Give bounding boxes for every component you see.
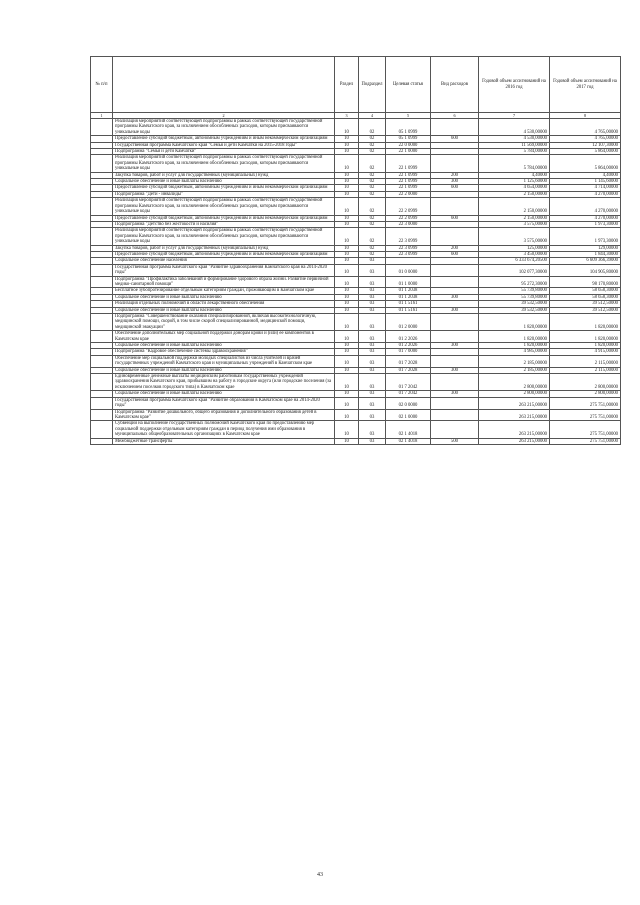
row-razdel-cell: 10 [335,149,359,155]
table-row [91,314,621,331]
row-2016-cell: 5 784,00000 [479,155,550,172]
row-number-cell [91,421,113,438]
row-2017-cell: 275 751,00000 [550,438,621,444]
row-2016-cell: 2 150,00000 [479,198,550,215]
row-name-cell: Подпрограмма "Профилактика заболеваний и формирование здорового образа жизни. Развитие первичной медико-санитарной помощи" [113,276,335,288]
row-2017-cell: 2 800,00000 [550,374,621,391]
row-razdel-cell: 10 [335,276,359,288]
row-statya-cell: 02 1 0000 [386,409,431,421]
row-podrazdel-cell: 02 [359,191,386,197]
row-number-cell [91,276,113,288]
row-name-cell: Государственная программа Камчатского края "Семья и дети Камчатки на 2015-2018 годы" [113,142,335,148]
row-2017-cell: 129,00000 [550,245,621,251]
col-header-razdel: Раздел [335,57,359,113]
row-number-cell [91,264,113,276]
row-2016-cell: 263 215,00000 [479,409,550,421]
row-name-cell: Межбюджетные трансферты [113,438,335,444]
col-header-number: № п/п [91,57,113,113]
row-statya-cell: 01 7 2028 [386,367,431,373]
row-razdel-cell: 10 [335,343,359,349]
row-statya-cell: 22 2 0000 [386,191,431,197]
row-statya-cell: 22 1 0999 [386,179,431,185]
row-2016-cell: 39 532,50000 [479,307,550,313]
row-2017-cell: 4 714,00000 [550,185,621,191]
row-2017-cell: 1 820,00000 [550,343,621,349]
row-2016-cell: 6 333 674,20500 [479,258,550,264]
row-razdel-cell: 10 [335,136,359,142]
col-header-podrazdel: Подраздел [359,57,386,113]
row-2017-cell: 39 512,50000 [550,301,621,307]
row-number-cell [91,397,113,409]
row-2016-cell: 55 739,80000 [479,288,550,294]
row-statya-cell: 02 0 0000 [386,397,431,409]
row-statya-cell: 22 3 0999 [386,228,431,245]
row-name-cell: Подпрограмма "Совершенствование оказания специализированной, включая высокотехнологичную, медицинской помощи, скорой, в том числе скорой специализированной, медицинской помощи, медицинской эвакуации" [113,314,335,331]
row-podrazdel-cell: 03 [359,301,386,307]
row-2016-cell: 102 077,30000 [479,264,550,276]
table-row [91,155,621,172]
row-statya-cell: 01 2 0000 [386,314,431,331]
row-2016-cell: 4 530,00000 [479,136,550,142]
row-statya-cell: 22 1 0000 [386,149,431,155]
row-2016-cell: 5 784,00000 [479,149,550,155]
table-row [91,438,621,444]
row-name-cell: Подпрограмма "Дети - инвалиды" [113,191,335,197]
table-row [91,119,621,136]
row-2017-cell: 4 270,00000 [550,215,621,221]
row-podrazdel-cell: 02 [359,149,386,155]
row-statya-cell: 01 7 2042 [386,374,431,391]
row-name-cell: Реализация мероприятий соответствующей подпрограммы в рамках соответствующей государственной программы Камчатского края, за исключением обособленных расходов, которым присваиваются уникальные коды [113,198,335,215]
row-vid-cell: 300 [431,391,479,397]
row-statya-cell: 01 7 2028 [386,355,431,367]
row-vid-cell [431,374,479,391]
row-razdel-cell: 10 [335,228,359,245]
row-statya-cell: 22 1 0999 [386,155,431,172]
row-vid-cell [431,264,479,276]
row-razdel-cell: 10 [335,355,359,367]
row-2017-cell: 4 765,00000 [550,136,621,142]
row-statya-cell: 01 1 5161 [386,307,431,313]
row-2016-cell: 263 215,00000 [479,438,550,444]
row-2016-cell: 95 272,30000 [479,276,550,288]
row-name-cell: Государственная программа Камчатского края "Развитие здравоохранения Камчатского края на 2014-2020 годы" [113,264,335,276]
row-statya-cell: 01 7 2042 [386,391,431,397]
row-razdel-cell: 10 [335,185,359,191]
row-statya-cell: 01 7 0000 [386,349,431,355]
row-podrazdel-cell: 02 [359,185,386,191]
row-razdel-cell: 10 [335,264,359,276]
row-2017-cell: 2 115,00000 [550,355,621,367]
row-vid-cell [431,397,479,409]
row-vid-cell: 200 [431,172,479,178]
row-razdel-cell: 10 [335,179,359,185]
row-podrazdel-cell: 03 [359,438,386,444]
table-row [91,421,621,438]
row-name-cell: Предоставление субсидий бюджетным, автономным учреждениям и иным некоммерческим организациям [113,185,335,191]
row-2017-cell: 2 115,00000 [550,367,621,373]
row-name-cell: Обеспечение дополнительных мер социальной поддержки донорам крови и (или) ее компонентов в Камчатском крае [113,331,335,343]
row-name-cell: Закупка товаров, работ и услуг для государственных (муниципальных) нужд [113,172,335,178]
row-podrazdel-cell: 03 [359,294,386,300]
row-2016-cell: 1 820,00000 [479,314,550,331]
row-vid-cell [431,276,479,288]
row-razdel-cell: 10 [335,215,359,221]
row-podrazdel-cell: 03 [359,343,386,349]
table-body [91,119,621,445]
row-statya-cell: 01 1 0000 [386,276,431,288]
row-statya-cell: 05 1 0999 [386,136,431,142]
row-podrazdel-cell: 03 [359,409,386,421]
row-name-cell: Реализация мероприятий соответствующей подпрограммы в рамках соответствующей государственной программы Камчатского края, за исключением обособленных расходов, которым присваиваются уникальные коды [113,155,335,172]
row-name-cell: Единовременные денежные выплаты медицинским работникам государственных учреждений здравоохранения Камчатского края, прибывшим на работу в городские округа (или городские поселения (за исключением поселков городского типа) в Камчатском крае [113,374,335,391]
row-vid-cell: 300 [431,343,479,349]
row-2016-cell: 2 800,00000 [479,374,550,391]
row-name-cell: Субвенции на выполнение государственных полномочий Камчатского края по предоставлению мер социальной поддержки отдельным категориям граждан в период получения ими образования в муниципальных общеобразовательных организациях в Камчатском крае [113,421,335,438]
row-podrazdel-cell: 02 [359,172,386,178]
col-header-name [113,57,335,113]
row-vid-cell: 300 [431,179,479,185]
row-podrazdel-cell: 03 [359,331,386,343]
row-name-cell: Социальное обеспечение населения [113,258,335,264]
table-row [91,409,621,421]
row-2016-cell: 263 215,00000 [479,421,550,438]
row-name-cell: Бесплатное зубопротезирование отдельным категориям граждан, проживающим в Камчатском крае [113,288,335,294]
row-razdel-cell: 10 [335,374,359,391]
row-podrazdel-cell: 03 [359,374,386,391]
row-name-cell: Подпрограмма "Детство без жестокости и насилия" [113,221,335,227]
row-2017-cell: 4 765,00000 [550,119,621,136]
budget-table [90,56,621,445]
row-2017-cell: 4 270,00000 [550,198,621,215]
row-vid-cell [431,409,479,421]
row-razdel-cell: 10 [335,198,359,215]
row-razdel-cell: 10 [335,294,359,300]
row-2017-cell: 98 170,80000 [550,276,621,288]
row-razdel-cell: 10 [335,155,359,172]
row-number-cell [91,331,113,343]
row-2017-cell: 12 107,30000 [550,142,621,148]
row-2017-cell: 5 864,00000 [550,155,621,172]
row-podrazdel-cell: 02 [359,245,386,251]
row-2016-cell: 2 150,00000 [479,191,550,197]
row-name-cell: Закупка товаров, работ и услуг для государственных (муниципальных) нужд [113,245,335,251]
row-vid-cell [431,421,479,438]
row-podrazdel-cell: 02 [359,228,386,245]
row-number-cell [91,374,113,391]
row-razdel-cell: 10 [335,331,359,343]
row-razdel-cell: 10 [335,301,359,307]
row-podrazdel-cell: 02 [359,251,386,257]
row-name-cell: Социальное обеспечение и иные выплаты населению [113,391,335,397]
row-vid-cell: 600 [431,251,479,257]
row-name-cell: Социальное обеспечение и иные выплаты населению [113,294,335,300]
row-2017-cell: 104 905,80000 [550,264,621,276]
row-vid-cell: 300 [431,367,479,373]
row-razdel-cell: 10 [335,258,359,264]
row-podrazdel-cell: 03 [359,258,386,264]
row-2016-cell: 3 575,00000 [479,221,550,227]
row-name-cell: Реализация мероприятий соответствующей подпрограммы в рамках соответствующей государственной программы Камчатского края, за исключением обособленных расходов, которым присваиваются уникальные коды [113,119,335,136]
row-2017-cell: 58 658,30000 [550,288,621,294]
row-vid-cell: 600 [431,215,479,221]
row-name-cell: Подпрограмма "Кадровое обеспечение системы здравоохранения" [113,349,335,355]
row-2016-cell: 125,00000 [479,245,550,251]
row-2017-cell: 275 751,00000 [550,409,621,421]
row-number-cell [91,409,113,421]
row-statya-cell: 22 0 0000 [386,142,431,148]
row-2017-cell: 275 751,00000 [550,421,621,438]
row-podrazdel-cell: 03 [359,421,386,438]
row-vid-cell: 300 [431,307,479,313]
row-podrazdel-cell: 02 [359,119,386,136]
row-statya-cell: 22 1 0999 [386,172,431,178]
row-statya-cell: 01 2 2026 [386,343,431,349]
table-header [91,57,621,113]
col-number: 2 [113,113,335,119]
row-2016-cell: 1 820,00000 [479,331,550,343]
row-podrazdel-cell: 02 [359,221,386,227]
row-name-cell: Предоставление субсидий бюджетным, автономным учреждениям и иным некоммерческим организациям [113,251,335,257]
row-number-cell [91,228,113,245]
row-vid-cell [431,228,479,245]
table-row [91,397,621,409]
row-name-cell: Реализация отдельных полномочий в области лекарственного обеспечения [113,301,335,307]
col-number: 6 [431,113,479,119]
row-razdel-cell: 10 [335,288,359,294]
row-2016-cell: 3 450,00000 [479,251,550,257]
row-razdel-cell: 10 [335,349,359,355]
row-name-cell: Социальное обеспечение и иные выплаты населению [113,343,335,349]
row-razdel-cell: 10 [335,142,359,148]
row-name-cell: Социальное обеспечение и иные выплаты населению [113,307,335,313]
row-2017-cell: 1 973,30000 [550,228,621,245]
col-number: 8 [550,113,621,119]
row-2016-cell: 4 985,00000 [479,349,550,355]
row-razdel-cell: 10 [335,391,359,397]
row-name-cell: Подпрограмма "Развитие дошкольного, общего образования и дополнительного образования детей в Камчатском крае" [113,409,335,421]
table-row [91,198,621,215]
row-statya-cell: 01 2 2026 [386,331,431,343]
row-podrazdel-cell: 03 [359,397,386,409]
row-2017-cell: 39 512,50000 [550,307,621,313]
row-number-cell [91,314,113,331]
row-name-cell: Социальное обеспечение и иные выплаты населению [113,367,335,373]
row-statya-cell: 05 1 0999 [386,119,431,136]
row-statya-cell: 22 2 0999 [386,198,431,215]
row-vid-cell [431,198,479,215]
row-podrazdel-cell: 03 [359,391,386,397]
row-razdel-cell: 10 [335,251,359,257]
row-2016-cell: 2 800,00000 [479,391,550,397]
row-razdel-cell: 10 [335,191,359,197]
row-statya-cell: 02 1 4018 [386,438,431,444]
row-2017-cell: 4,40000 [550,172,621,178]
row-2016-cell: 1 125,60000 [479,179,550,185]
row-2017-cell: 4 915,00000 [550,349,621,355]
table-row [91,228,621,245]
row-podrazdel-cell: 03 [359,314,386,331]
col-number: 5 [386,113,431,119]
row-razdel-cell: 10 [335,172,359,178]
row-2016-cell: 1 820,00000 [479,343,550,349]
row-podrazdel-cell: 02 [359,215,386,221]
row-2017-cell: 1 844,30000 [550,251,621,257]
row-name-cell: Социальное обеспечение и иные выплаты населению [113,179,335,185]
row-name-cell: Государственная программа Камчатского края "Развитие образования в Камчатском крае на 2014-2020 годы" [113,397,335,409]
row-statya-cell: 22 2 0999 [386,215,431,221]
col-header-vid: Вид расходов [431,57,479,113]
row-vid-cell [431,314,479,331]
row-razdel-cell: 10 [335,119,359,136]
row-razdel-cell: 10 [335,397,359,409]
row-podrazdel-cell: 03 [359,288,386,294]
row-name-cell: Предоставление субсидий бюджетным, автономным учреждениям и иным некоммерческим организациям [113,215,335,221]
row-number-cell [91,198,113,215]
row-2016-cell: 4,40000 [479,172,550,178]
row-razdel-cell: 10 [335,438,359,444]
row-podrazdel-cell: 02 [359,136,386,142]
row-vid-cell [431,155,479,172]
row-2017-cell: 275 751,00000 [550,397,621,409]
row-statya-cell: 01 1 2038 [386,294,431,300]
col-header-2017: Годовой объем ассигнований на 2017 год [550,57,621,113]
row-vid-cell [431,119,479,136]
row-2017-cell: 1 820,00000 [550,331,621,343]
row-podrazdel-cell: 03 [359,276,386,288]
row-2017-cell: 5 864,00000 [550,149,621,155]
row-name-cell: Обеспечение мер социальной поддержки молодых специалистов из числа учителей и врачей государственных учреждений Камчатского края и муниципальных учреждений в Камчатском крае [113,355,335,367]
row-2016-cell: 263 215,00000 [479,397,550,409]
row-2016-cell: 11 569,00000 [479,142,550,148]
row-vid-cell: 500 [431,438,479,444]
page-number: 43 [317,872,323,878]
col-header-2016: Годовой объем ассигнований на 2016 год [479,57,550,113]
row-name-cell: Реализация мероприятий соответствующей подпрограммы в рамках соответствующей государственной программы Камчатского края, за исключением обособленных расходов, которым присваиваются уникальные коды [113,228,335,245]
row-razdel-cell: 10 [335,367,359,373]
row-2017-cell: 1 973,30000 [550,221,621,227]
row-2016-cell: 4 530,00000 [479,119,550,136]
row-podrazdel-cell: 03 [359,367,386,373]
row-razdel-cell: 10 [335,421,359,438]
table-row [91,374,621,391]
row-vid-cell [431,331,479,343]
row-podrazdel-cell: 03 [359,355,386,367]
col-number: 4 [359,113,386,119]
row-podrazdel-cell: 03 [359,264,386,276]
row-podrazdel-cell: 02 [359,179,386,185]
row-podrazdel-cell: 03 [359,349,386,355]
row-vid-cell: 300 [431,294,479,300]
row-razdel-cell: 10 [335,307,359,313]
row-2016-cell: 39 532,50000 [479,301,550,307]
row-2016-cell: 2 150,00000 [479,215,550,221]
row-razdel-cell: 10 [335,314,359,331]
row-vid-cell [431,355,479,367]
row-podrazdel-cell: 03 [359,307,386,313]
row-number-cell [91,119,113,136]
row-2017-cell: 1 820,00000 [550,314,621,331]
row-2017-cell: 4 270,00000 [550,191,621,197]
row-statya-cell: 22 3 0999 [386,245,431,251]
row-statya-cell: 01 1 5161 [386,301,431,307]
table-row [91,331,621,343]
row-statya-cell: 22 3 0999 [386,251,431,257]
row-2017-cell: 2 800,00000 [550,391,621,397]
col-number: 1 [91,113,113,119]
row-vid-cell: 600 [431,136,479,142]
row-2017-cell: 6 609 366,39000 [550,258,621,264]
row-podrazdel-cell: 02 [359,198,386,215]
row-name-cell: Предоставление субсидий бюджетным, автономным учреждениям и иным некоммерческим организациям [113,136,335,142]
row-number-cell [91,438,113,444]
row-2016-cell: 55 739,80000 [479,294,550,300]
row-statya-cell: 01 0 0000 [386,264,431,276]
col-header-statya: Целевая статья [386,57,431,113]
row-vid-cell: 200 [431,245,479,251]
row-razdel-cell: 10 [335,221,359,227]
row-2016-cell: 4 654,00000 [479,185,550,191]
col-number: 3 [335,113,359,119]
row-podrazdel-cell: 02 [359,142,386,148]
table-row [91,264,621,276]
row-statya-cell: 22 1 0999 [386,185,431,191]
row-statya-cell: 02 1 4018 [386,421,431,438]
row-2017-cell: 58 658,30000 [550,294,621,300]
row-2016-cell: 2 185,00000 [479,355,550,367]
row-statya-cell: 22 3 0000 [386,221,431,227]
col-number: 7 [479,113,550,119]
table-row [91,276,621,288]
row-2016-cell: 3 575,00000 [479,228,550,245]
row-razdel-cell: 10 [335,409,359,421]
row-statya-cell: 01 1 2038 [386,288,431,294]
row-vid-cell: 600 [431,185,479,191]
row-number-cell [91,155,113,172]
row-2016-cell: 2 185,00000 [479,367,550,373]
row-name-cell: Подпрограмма "Семья и дети Камчатки" [113,149,335,155]
table-row [91,355,621,367]
row-number-cell [91,355,113,367]
row-2017-cell: 1 145,60000 [550,179,621,185]
row-podrazdel-cell: 02 [359,155,386,172]
row-razdel-cell: 10 [335,245,359,251]
